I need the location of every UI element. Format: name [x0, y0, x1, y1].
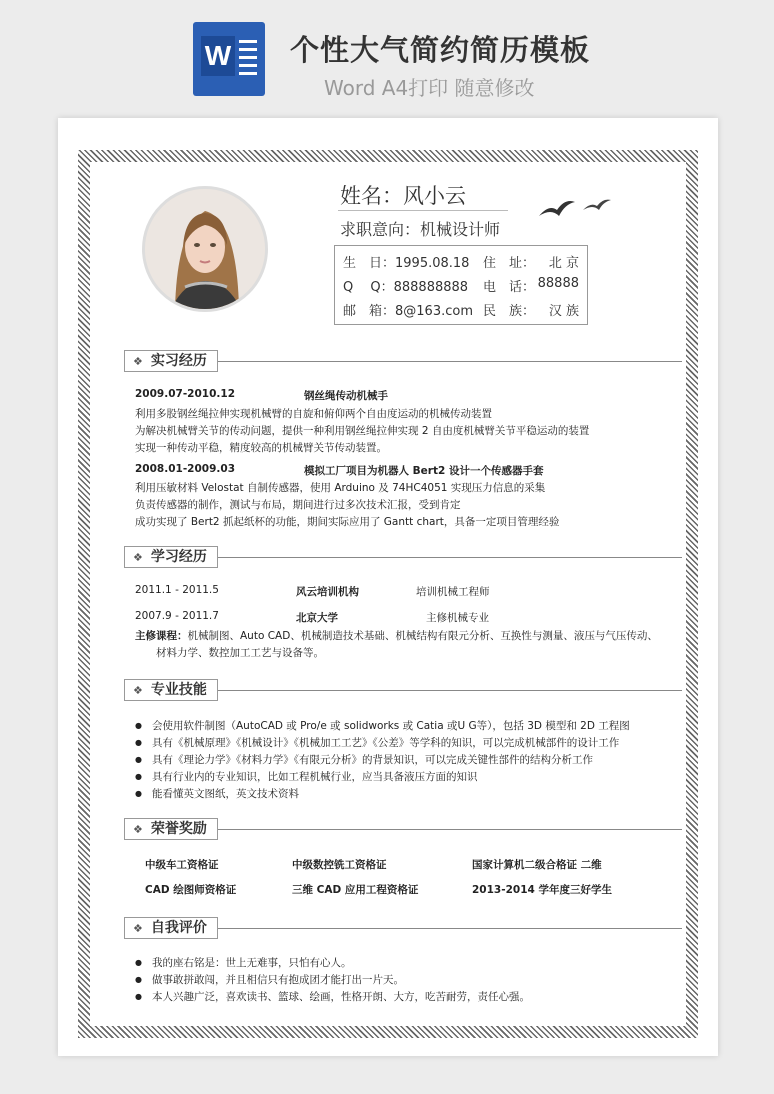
info-row: 生 日：1995.08.18 住 址： 北 京 [343, 256, 579, 271]
word-icon [193, 22, 265, 96]
edu-major: 培训机械工程师 [416, 586, 490, 598]
skill-item: ● 具有《理论力学》《材料力学》《有限元分析》的背景知识，可以完成关键性部件的结构分析工作 [135, 752, 593, 767]
intern-line: 利用多股钢丝绳拉伸实现机械臂的自旋和俯仰两个自由度运动的机械传动装置 [135, 408, 492, 420]
pattern-frame [78, 150, 698, 1038]
edu-org: 风云培训机构 [296, 586, 359, 598]
info-row: Q Q：888888888 电 话： 88888 [343, 276, 579, 295]
info-row: 邮 箱：8@163.com 民 族： 汉 族 [343, 304, 579, 319]
diamond-icon: ❖ [133, 355, 143, 368]
award-item: 国家计算机二级合格证 二维 [472, 859, 602, 871]
intern-line: 为解决机械臂关节的传动问题，提供一种利用钢丝绳拉伸实现 2 自由度机械臂关节平稳运动的装置 [135, 425, 590, 437]
skill-item: ● 具有《机械原理》《机械设计》《机械加工工艺》《公差》等学科的知识，可以完成机械部件的设计工作 [135, 735, 619, 750]
edu-date: 2011.1 - 2011.5 [135, 584, 219, 596]
banner-title: 个性大气简约简历模板 [290, 33, 591, 67]
award-item: 三维 CAD 应用工程资格证 [292, 884, 419, 896]
intern-role: 模拟工厂项目为机器人 Bert2 设计一个传感器手套 [304, 465, 544, 477]
self-item: ● 做事敢拼敢闯，并且相信只有抱成团才能打出一片天。 [135, 972, 404, 987]
intern-line: 实现一种传动平稳，精度较高的机械臂关节传动装置。 [135, 442, 387, 454]
skill-item: ● 会使用软件制图（AutoCAD 或 Pro/e 或 solidworks 或 Catia 或U G等），包括 3D 模型和 2D 工程图 [135, 718, 630, 733]
award-item: 2013-2014 学年度三好学生 [472, 884, 612, 896]
intern-line: 负责传感器的制作，测试与布局，期间进行过多次技术汇报，受到肯定 [135, 499, 461, 511]
diamond-icon: ❖ [133, 823, 143, 836]
courses-line: 主修课程：机械制图、Auto CAD、机械制造技术基础、机械结构有限元分析、互换性与测量、液压与气压传动、 [135, 630, 658, 642]
intern-date: 2009.07-2010.12 [135, 388, 236, 400]
skill-item: ● 具有行业内的专业知识，比如工程机械行业，应当具备液压方面的知识 [135, 769, 477, 784]
resume-name: 姓名：风小云 [340, 184, 466, 208]
avatar [142, 186, 268, 312]
award-item: 中级车工资格证 [145, 859, 219, 871]
section-header-education: ❖ 学习经历 [124, 546, 684, 568]
diamond-icon: ❖ [133, 684, 143, 697]
resume-page [58, 118, 718, 1056]
award-item: CAD 绘图师资格证 [145, 884, 237, 896]
name-underline [338, 210, 508, 211]
banner-subtitle: Word A4打印 随意修改 [324, 76, 535, 100]
basic-info-box [334, 245, 588, 325]
courses-line: 材料力学、数控加工工艺与设备等。 [156, 647, 324, 659]
section-header-self: ❖ 自我评价 [124, 917, 684, 939]
intern-date: 2008.01-2009.03 [135, 463, 236, 475]
edu-major: 主修机械专业 [426, 612, 489, 624]
job-objective: 求职意向：机械设计师 [340, 220, 501, 239]
self-item: ● 本人兴趣广泛，喜欢读书、篮球、绘画，性格开朗、大方，吃苦耐劳，责任心强。 [135, 989, 530, 1004]
word-letter: W [201, 36, 235, 76]
intern-line: 成功实现了 Bert2 抓起纸杯的功能，期间实际应用了 Gantt chart，具备一定项目管理经验 [135, 516, 560, 528]
award-item: 中级数控铣工资格证 [292, 859, 387, 871]
section-header-internship: ❖ 实习经历 [124, 350, 684, 372]
birds-icon [535, 194, 615, 224]
self-item: ● 我的座右铭是：世上无难事，只怕有心人。 [135, 955, 351, 970]
diamond-icon: ❖ [133, 922, 143, 935]
diamond-icon: ❖ [133, 551, 143, 564]
section-header-skills: ❖ 专业技能 [124, 679, 684, 701]
edu-date: 2007.9 - 2011.7 [135, 610, 219, 622]
skill-item: ● 能看懂英文图纸，英文技术资料 [135, 786, 299, 801]
intern-line: 利用压敏材料 Velostat 自制传感器，使用 Arduino 及 74HC4051 实现压力信息的采集 [135, 482, 546, 494]
edu-org: 北京大学 [296, 612, 338, 624]
section-header-awards: ❖ 荣誉奖励 [124, 818, 684, 840]
intern-role: 钢丝绳传动机械手 [304, 390, 388, 402]
banner [0, 0, 774, 110]
